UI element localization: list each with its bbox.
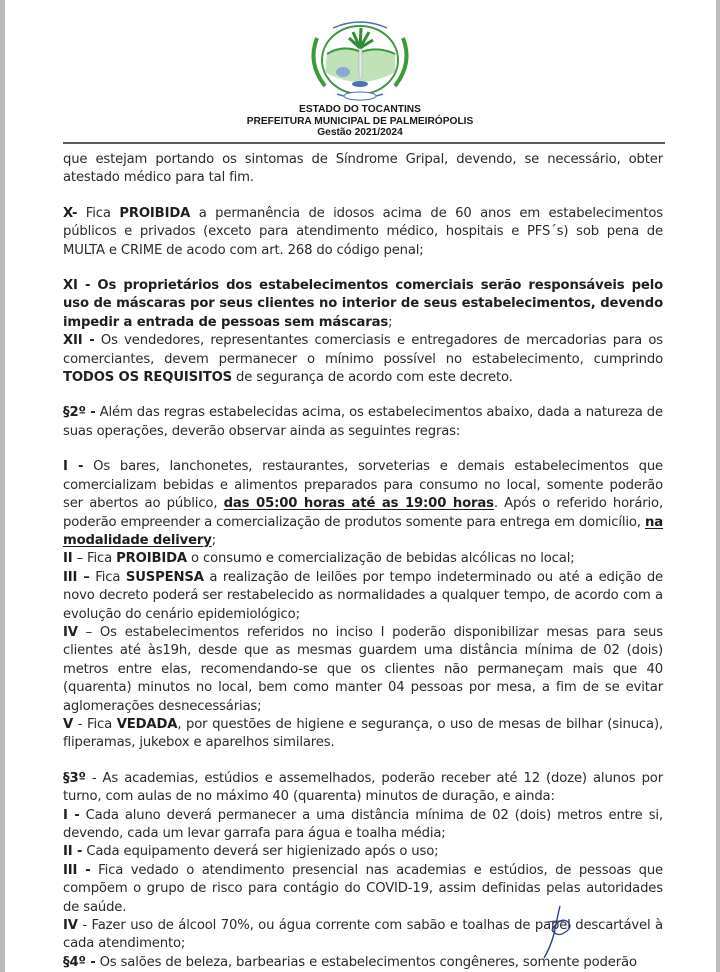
page-edge-right [716,0,720,972]
item-x: X- Fica PROIBIDA a permanência de idosos acima de 60 anos em estabelecimentos públicos e privados (exceto para atendimento médico, hospitais e PFS´s) sob pena de MULTA e CRIME de acodo com art. 268 do código penal; [63,205,663,258]
item-xii: XII - Os vendedores, representantes comerciasis e entregadores de mercadorias para os comerciantes, devem permanecer o mínimo possível no estabelecimento, cumprindo TODOS OS REQUISITOS de segurança de acordo com este decreto. [63,333,664,386]
item-xi: XI - Os proprietários dos estabelecimentos comerciais serão responsáveis pelo uso de máscaras por seus clientes no interior de seus estabelecimentos, devendo impedir a entrada de pessoas sem máscaras; [63,278,663,330]
section-3: §3º - As academias, estúdios e assemelhados, poderão receber até 12 (doze) alunos por turno, com aulas de no máximo 40 (quarenta) minutos de duração, e ainda: [63,770,663,805]
section-2-item-ii: II – Fica PROIBIDA o consumo e comercialização de bebidas alcólicas no local; [63,551,575,567]
document-body [63,151,663,972]
letterhead [0,104,720,139]
section-3-item-i: I - Cada aluno deverá permanecer a uma distância mínima de 02 (dois) metros entre si, devendo, cada um levar garrafa para água e toalha média; [63,807,663,841]
paragraph-continuation: que estejam portando os sintomas de Síndrome Gripal, devendo, se necessário, obter atestado médico para tal fim. [63,152,663,186]
section-4: §4º - Os salões de beleza, barbearias e estabelecimentos congêneres, somente poderão [63,954,637,970]
seal-palm-trunk [359,48,362,78]
section-2-item-v: V - Fica VEDADA, por questões de higiene e segurança, o uso de mesas de bilhar (sinuca), fliperamas, jukebox e aparelhos similares. [63,716,663,751]
section-2: §2º - Além das regras estabelecidas acima, os estabelecimentos abaixo, dada a natureza de suas operações, deverão observar ainda as seguintes regras: [63,405,663,439]
section-3-item-iv: IV - Fazer uso de álcool 70%, ou água corrente com sabão e toalhas de papel descartável à cada atendimento; [63,918,663,952]
page-edge-left [0,0,5,972]
letterhead-term: Gestão 2021/2024 [317,127,403,138]
header-rule [63,142,665,144]
section-2-item-iv: IV – Os estabelecimentos referidos no inciso I poderão disponibilizar mesas para seus clientes até às19h, desde que as mesmas guardem uma distância mínima de 02 (dois) metros entre elas, recomendando-se que os clientes não permaneçam mais que 40 (quarenta) minutos no local, bem como manter 04 pessoas por mesa, a fim de se evitar aglomerações desnecessárias; [63,624,663,714]
seal-ox [336,67,350,77]
handwritten-signature [538,904,578,960]
seal-banner [344,92,376,100]
letterhead-prefecture: PREFEITURA MUNICIPAL DE PALMEIRÓPOLIS [246,115,474,127]
letterhead-state: ESTADO DO TOCANTINS [299,104,421,115]
seal-water [352,81,368,87]
municipal-seal-logo [303,8,417,106]
section-2-item-i: I - Os bares, lanchonetes, restaurantes, sorveterias e demais estabelecimentos que comercializam bebidas e alimentos preparados para consumo no local, somente poderão ser abertos ao público, das 05:00 horas até as 19:00 horas. Após o referido horário, poderão empreender a comercialização de produtos somente para entrega em domicílio, na modalidade delivery; [63,459,663,548]
section-3-item-iii: III - Fica vedado o atendimento presencial nas academias e estúdios, de pessoas que compõem o grupo de risco para contágio do COVID-19, assim definidas pelas autoridades de saúde. [63,862,663,915]
section-3-item-ii: II - Cada equipamento deverá ser higienizado após o uso; [63,844,439,860]
section-2-item-iii: III – Fica SUSPENSA a realização de leilões por tempo indeterminado ou até a edição de novo decreto poderá ser restabelecido as normalidades a qualquer tempo, de acordo com a evolução do cenário epidemiológico; [63,569,664,622]
